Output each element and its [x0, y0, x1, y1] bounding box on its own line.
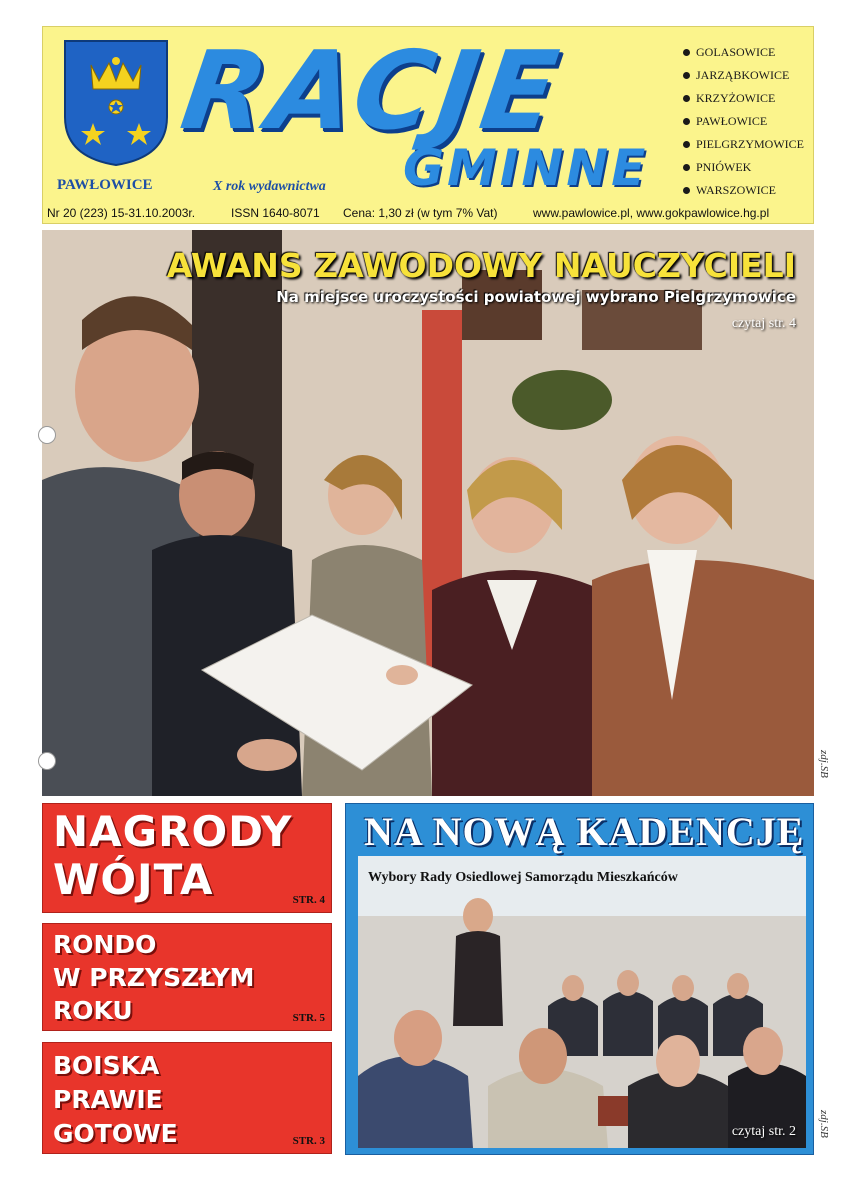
kadencja-read-more-link[interactable]: czytaj str. 2 — [731, 1124, 796, 1139]
photo-credit: zdj.SB — [818, 1110, 830, 1138]
coat-of-arms-icon — [61, 37, 171, 167]
story-page-ref: STR. 5 — [292, 1012, 325, 1024]
gmina-name: PAWŁOWICE — [57, 177, 153, 193]
meeting-photo-illustration — [358, 856, 806, 1148]
main-story-photo[interactable] — [42, 230, 814, 796]
story-box-rondo[interactable] — [42, 923, 332, 1031]
village-item: GOLASOWICE — [683, 41, 804, 64]
village-item: PAWŁOWICE — [683, 110, 804, 133]
story-box-nagrody[interactable] — [42, 803, 332, 913]
story-title: NAGRODY WÓJTA — [53, 807, 293, 904]
main-subhead: Na miejsce uroczystości powiatowej wybrano Pielgrzymowice — [276, 288, 796, 306]
kadencja-subhead: Wybory Rady Osiedlowej Samorządu Mieszkańców — [368, 870, 678, 885]
story-box-kadencja[interactable] — [345, 803, 814, 1155]
ceremony-photo-illustration — [42, 230, 814, 796]
main-read-more-link[interactable]: czytaj str. 4 — [731, 316, 796, 331]
issue-number: Nr 20 (223) 15-31.10.2003r. — [47, 206, 196, 220]
punch-hole — [38, 426, 56, 444]
village-item: PNIÓWEK — [683, 156, 804, 179]
issue-info-bar — [43, 203, 813, 223]
story-box-boiska[interactable] — [42, 1042, 332, 1154]
logo-gminne: GMINNE — [403, 139, 649, 197]
issn: ISSN 1640-8071 — [231, 206, 320, 220]
websites-link[interactable]: www.pawlowice.pl, www.gokpawlowice.hg.pl — [533, 206, 770, 220]
village-item: JARZĄBKOWICE — [683, 64, 804, 87]
story-title: BOISKA PRAWIE GOTOWE — [53, 1051, 178, 1148]
kadencja-headline[interactable]: NA NOWĄ KADENCJĘ — [364, 809, 805, 854]
masthead — [42, 26, 814, 224]
edition-year: X rok wydawnictwa — [213, 179, 326, 194]
village-item: WARSZOWICE — [683, 179, 804, 202]
main-headline[interactable]: AWANS ZAWODOWY NAUCZYCIELI — [166, 246, 796, 285]
story-page-ref: STR. 4 — [292, 894, 325, 906]
story-page-ref: STR. 3 — [292, 1135, 325, 1147]
village-item: KRZYŻOWICE — [683, 87, 804, 110]
price: Cena: 1,30 zł (w tym 7% Vat) — [343, 206, 498, 220]
meeting-photo — [358, 856, 806, 1148]
village-list — [683, 41, 804, 202]
photo-credit: zdj.SB — [818, 750, 830, 778]
story-title: RONDO W PRZYSZŁYM ROKU — [53, 930, 255, 1025]
village-item: PIELGRZYMOWICE — [683, 133, 804, 156]
punch-hole — [38, 752, 56, 770]
logo-racje: RACJE — [174, 29, 569, 154]
